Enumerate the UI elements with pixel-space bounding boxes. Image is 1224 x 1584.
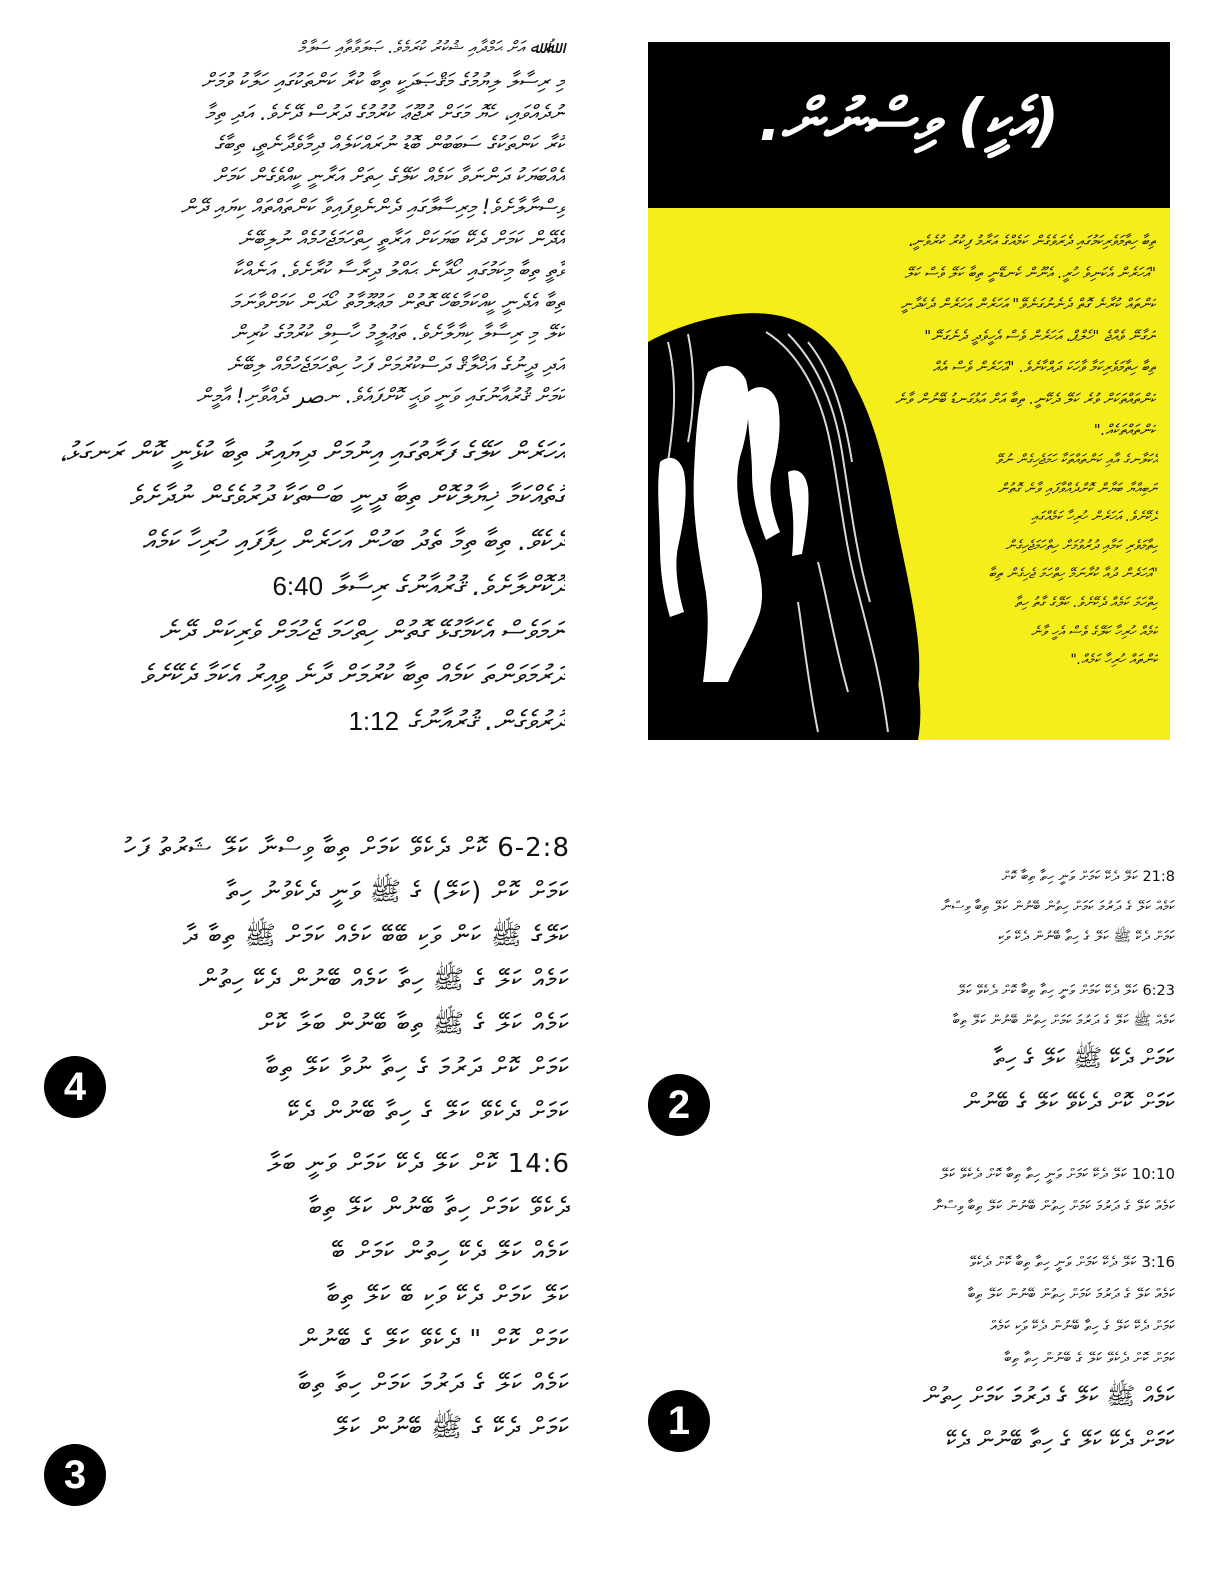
page-line: ކަމަށް ކޮށް ދަރުމަ ގެ ހިތާ ނުވާ ކަލޭ ތިބާ (265, 1053, 570, 1083)
verse-line: އަހަރެން ކަލޭގެ ފަރާތުގައި އިނުމަށް ދިޔައިރު ތިބާ ކުޅެނީ ކޮން ރަނގަޅު، (59, 436, 565, 468)
verse-line: ދެކެވޭ. ތިބާ ތިމާ ތެދު ބަހުން އަހަރެން ހިފާފައި ހުރިހާ ކަމެއް (142, 525, 565, 557)
intro-line: ކަލޭ މި ރިސާލާ ކިޔާލާށެވެ. ތަޢުލީމު ހާސިލް ކުރުމުގެ ކުރިން (231, 321, 565, 345)
intro-paragraph (40, 66, 565, 413)
booklet-cover (648, 42, 1170, 740)
page-line: ކަލޭ ކަމަށް ދެކޭ ވަކި ބޭ ކަލޭ ތިބާ (327, 1281, 570, 1311)
cover-line: ނަބިއްޔާ ބަޔާން ކޮށްދެއްވާފައި ވާނެ ގޮތުން (997, 480, 1158, 497)
page-line: ކަލޭގެ ﷺ ކަން ވަކި ބޭބޭ ކަމެއް ކަމަށް ﷺ ތިބާ ދާ (182, 921, 570, 951)
page-line: ކަމެއް ކަލޭ ގެ ދަރުމަ ކަމަށް ހިތުން ބޭނުން ކަލޭ ތިބާ ވިސްނާ (933, 1197, 1175, 1215)
page-number-badge-3: 3 (44, 1444, 106, 1506)
cover-line: ދެކޭށެވެ. އަހަރެން ހުރިހާ ކަމެއްގައި (1031, 509, 1158, 526)
cover-line: ކަންތައް ކުރާނެ ގޮތް ދެނެނުގަނެވޭ" އަހަރެން އަހަރެން ދެކެދާނީ (900, 295, 1156, 313)
cover-line: "އަހަރެން ދުއާ ކުރާނަމޭ ހިތްހަމަ ޖެހިގެން ތިބާ (988, 566, 1158, 583)
page-4-text (40, 826, 570, 1126)
cover-line: އެކަލާނގެ އާއި ކަންތައްތަކާ ހަމަޖެހިގެން ނުވޭ (995, 452, 1158, 468)
page-line: ކަމެއް ﷺ ކަލޭ ގެ ދަރުމަ ކަމަށް ހިތުން ބޭނުން ކަލޭ ތިބާ (952, 1013, 1175, 1029)
cover-text-bottom (918, 446, 1158, 675)
intro-line: މި ރިސާލާ ލިޔުމުގެ މަޤްޞަދަކީ ތިބާ ކުރާ ކަންތަކުގައި ހަލާކު ވުމަށް (201, 69, 565, 93)
page-line: 6-2:8 ކޮށް ދެކެވޭ ކަމަށް ތިބާ ވިސްނާ ކަލޭ ޝަރުތު ފަހު (124, 833, 570, 863)
cover-line: ހިތާމަވެރި ކަމާއި ދުރުވުމަށް ހިތްހަމަޖެހިގެން (1005, 537, 1158, 554)
page-line: ކަމަށް ކޮށް (ކަލޭ) ގެ ﷺ ވަނީ ދެކެވުނު ހިތާ (225, 877, 570, 907)
cover-line: ތިބާ ހިތާމަވެރިކަމުގައި ދެރަވެގެން ކަމެއްގެ އަރާމު ފިކުރު ކުރެވެނީ، (908, 232, 1156, 250)
intro-line: ކަމަށް ޤުރުއާނުގައި ވަނީ ވަޙީ ކޮށްފައެވެ. ނصر ދެއްވާށި! އާމީން (196, 384, 565, 408)
intro-line: އެދޭން ކަމަށް ދެކޭ ބަޔަކަށް އަރާތީ ހިތްހަމަޖެހުމެއް ނުލިބޭނެ (238, 226, 565, 251)
page-number-badge-2: 2 (648, 1074, 710, 1136)
page-line: ކަމެއް ﷺ ކަލޭ ގެ ދަރުމަ ކަމަށް ހިތުން (922, 1382, 1175, 1410)
page-line: ކަމެއް ކަލޭ ގެ ﷺ ތިބާ ބޭނުން ބަލާ ކޮށް (258, 1009, 570, 1039)
intro-line: އެއްބަޔަކު ދަންނަވާ ކަމެއް ކަލޭގެ ހިތަށް އަރާނީ ކީއްވެގެން ކަމަށް (212, 163, 565, 188)
cover-line: "އަހަރެން އެކަނިވެ ހުރީ. އެނޫން ކެނޑޭނީ ތިބާ ކަލޭ ވެސް ކަލޭ (904, 263, 1156, 282)
page-line: ކަމަށް ދެކޭ ﷺ ކަލޭ ގެ ހިތާ (993, 1044, 1175, 1072)
page-number-badge-4: 4 (44, 1056, 106, 1118)
verse-reference: 1:12 (348, 705, 400, 736)
page-3-text (40, 1142, 570, 1522)
page-line: ކަމަށް ދެކޭ ގެ ﷺ ބޭނުން ކަލޭ (333, 1413, 570, 1443)
page-line: ކަމެއް ކަލޭ ގެ ދަރުމަ ކަމަށް ހިތުން ބޭނުން ކަލޭ ތިބާ (967, 1285, 1175, 1303)
page-line: ކަމަށް ދެކޭ ﷺ ކަލޭ ގެ ހިތާ ބޭނުން ދެކޭ ވަކި (998, 929, 1175, 945)
page-number-badge-1: 1 (648, 1390, 710, 1452)
verse-line: ދަރުމަވަންތަ ކަމެއް ތިބާ ކުރުމަށް ދާނެ ވީއިރު އެކަމާ ދެކޭށެވެ (140, 660, 565, 691)
page-line: ކަމަށް ދެކޭ ކަލޭ ގެ ހިތާ ބޭނުން ދެކޭ ވަކި ކަމެއް (990, 1317, 1175, 1335)
page-line: 6:23 ކަލޭ ދެކޭ ކަމަށް ވަނީ ހިތާ ތިބާ ކޮށް ދެކެވޭ ކަލޭ (957, 983, 1175, 999)
cover-line: ހިތްހަމަ ކަމެއް ދެކޭށެވެ. ކަލޭގެ ގާތު ހިތާ (1014, 594, 1158, 611)
top-left-text-block (40, 36, 565, 756)
verse-line (40, 699, 565, 745)
intro-line: އަދި ދީނުގެ އަޚްލާޤް ދަސްކުރުމަށް ފަހު ހިތްހަމަޖެހުމެއް ލިބޭނެ (227, 352, 565, 377)
page-line: ކަމަށް ދެކެވޭ ކަލޭ ގެ ހިތާ ބޭނުން ދެކޭ (287, 1097, 570, 1126)
bismillah-line: اللهُ ﷲ އަށް ޙަމްދާއި ޝުކުރު ކުރަމެވެ. ޞަލަވާތާއި ސަލާމް (297, 38, 565, 58)
intro-line: ވިސްނާލާށެވެ! މިރިސާލާގައި ދެންނެވިފައިވާ ކަންތައްތައް ކިޔައި ދޭން (180, 195, 565, 219)
cover-line: ކަންތައް ހުރިހާ ކަމެއް." (1070, 652, 1158, 669)
intro-line: ކުރާ ކަންތަކުގެ ސަބަބުން ބޮޑު ނުރައްކަލެއް ދިމާވެދާނެތީ، ތިބާގެ (213, 132, 565, 156)
verse-reference: 6:40 (272, 571, 324, 601)
page-line: ކަމެއް ކަލޭ ގެ ދަރުމަ ކަމަށް ހިތުން ބޭނުން ކަލޭ ތިބާ ވިސްނާ (941, 899, 1175, 915)
page-line: ކަމެއް ކަލޭ ގެ ދަރުމަ ކަމަށް ހިތާ ތިބާ (298, 1369, 570, 1399)
cover-line: ނަގާނޭ ވެއްޖެ "ހެލްޕް، އަހަރެން ވެސް އެހީވެދީ ދެނެގަނޭ" (924, 326, 1156, 345)
cover-title: (އެކީ) ވިސްނުން. (758, 86, 1060, 154)
verse-line-text: ދޫކޮށްލާށެވެ. ޤުރުއާނުގެ ރިސާލާ (331, 571, 565, 602)
page-line: 3:16 ކަލޭ ދެކޭ ކަމަށް ވަނީ ހިތާ ތިބާ ކޮށް ދެކެވޭ (969, 1253, 1175, 1271)
intro-line: ތިބާ އެދެނީ ކީއްކަމާބެހޭ ގޮތުން މަޢުލޫމާތު ހޯދަން ކަމަށްވާނަމަ (230, 289, 565, 314)
verse-line-text: ދުރުވެގެން. ޤުރުއާނުގެ (407, 705, 565, 737)
verse-line (40, 564, 565, 610)
page-line: ކަމެއް ކަލޭ ދެކޭ ހިތުން ކަމަށް ބޭ (332, 1237, 570, 1267)
page-line: ދެކެވޭ ކަމަށް ހިތާ ބޭނުން ކަލޭ ތިބާ (309, 1193, 570, 1223)
intro-line: ވާތީ ތިބާ މިކަމުގައި ހޯދާނެ ޙައްލު ދިރާސާ ކުރާށެވެ. އަނެއްކާ (232, 258, 565, 282)
page-line: 10:10 ކަލޭ ދެކޭ ކަމަށް ވަނީ ހިތާ ތިބާ ކޮށް ދެކެވޭ ކަލޭ (940, 1165, 1175, 1183)
cover-line: ތިބާ ހިތާމަވެރިކަމާ ވާހަކަ ދައްކާށެވެ. "އަހަރެން ވެސް އެއް (932, 358, 1156, 376)
cover-line: ކަންތައްތަކަށް ވުރެ ކަލޭ ދެކޭނީ. ތިބާ އަށް އަޅުގަނޑު ބޭނުން ވާނެ (895, 389, 1156, 408)
page-line: ކަމަށް ދެކޭ ކަލޭ ގެ ހިތާ ބޭނުން ދެކޭ (946, 1426, 1175, 1454)
intro-line: ނުދެއްވައި، ހެޔޮ މަގަށް ރުޖޫޢަ ކުރުމުގެ ދަރުސް ދޭށެވެ. އަދި ތިމާ (204, 100, 565, 125)
page-line: ކަމަށް ކޮށް " ދެކެވޭ ކަލޭ ގެ ބޭނުން (299, 1325, 570, 1355)
page-2-text (645, 862, 1175, 1142)
cover-text-top (708, 226, 1156, 447)
page-line: 21:8 ކަލޭ ދެކޭ ކަމަށް ވަނީ ހިތާ ތިބާ ކޮށް (1001, 869, 1175, 885)
page-line: ކަމެއް ކަލޭ ގެ ﷺ ހިތާ ކަމެއް ބޭނުން ދެކޭ ހިތުން (199, 965, 570, 995)
verse-paragraph (40, 431, 565, 745)
cover-line: ކަމެއް ހުރިހާ ކަލޭގެ ވެސް އެހީ ވާނެ (1031, 623, 1158, 640)
verse-line: ނަމަވެސް އެކަމާގުޅޭ ގޮތުން ހިތްހަމަ ޖެހުމަށް ވެރިކަން ދޭނެ (159, 615, 565, 647)
page-line: ކަމަށް ކޮށް ދެކެވޭ ކަލޭ ގެ ބޭނުން ހިތާ ތިބާ (1004, 1349, 1175, 1367)
page-line: 14:6 ކޮށް ކަލޭ ދެކޭ ކަމަށް ވަނީ ބަލާ (266, 1149, 570, 1179)
page-1-text (645, 1158, 1175, 1498)
verse-line: ގޮތެއްކަމާ ޚިޔާލުކޮށް ތިބާ ދީނީ ބަސްތަކާ ދުރުވެގެން ނުދާށެވެ (129, 481, 565, 512)
cover-line: ކަންތައްތަކެއް." (1093, 421, 1156, 439)
page-line: ކަމަށް ކޮށް ދެކެވޭ ކަލޭ ގެ ބޭނުން (963, 1088, 1175, 1116)
